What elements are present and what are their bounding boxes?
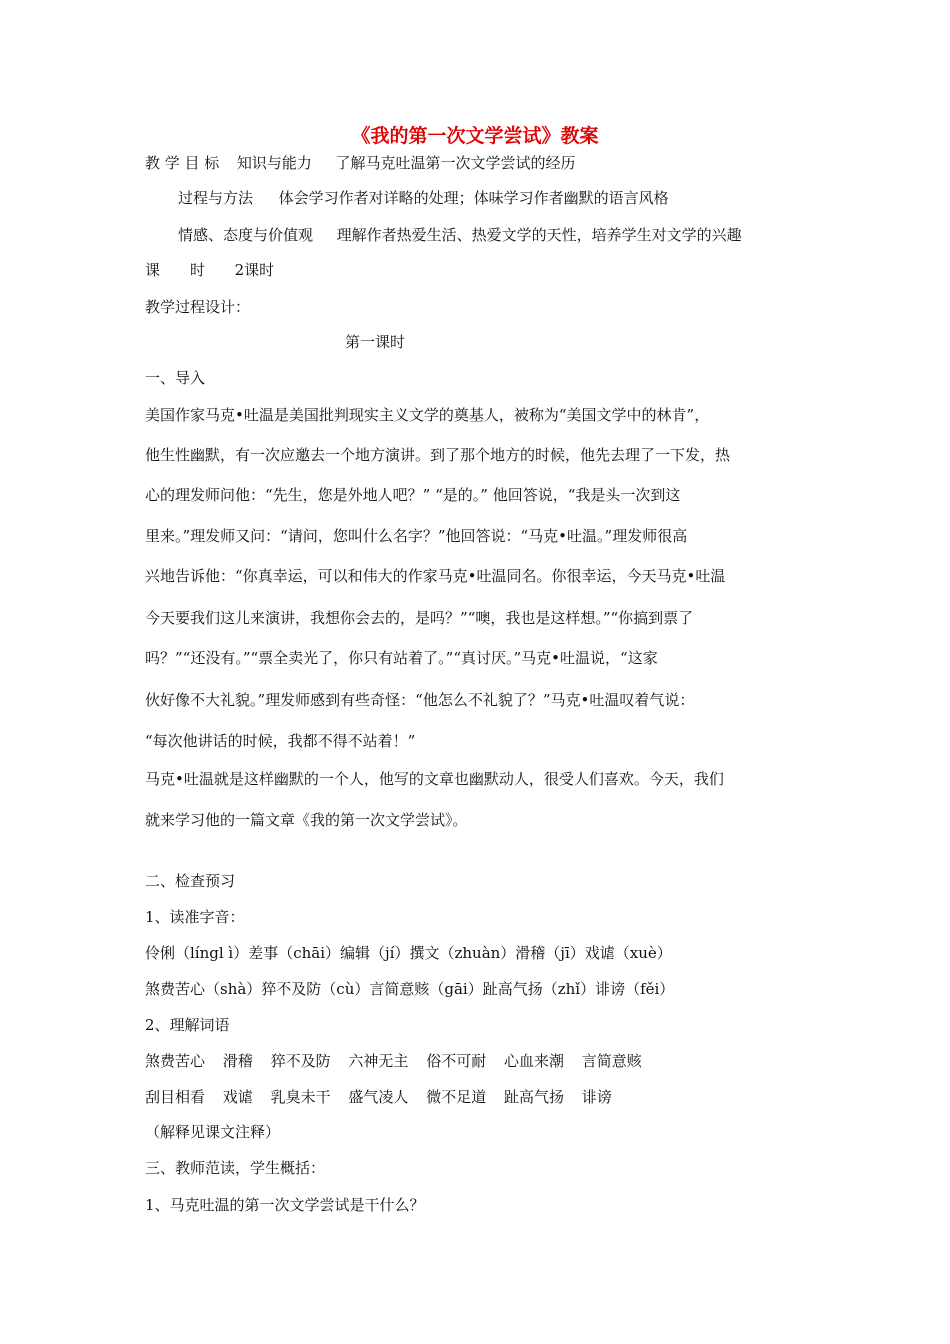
section-heading-reading: 三、教师范读，学生概括： [145, 1159, 326, 1177]
vocabulary-row [145, 1051, 655, 1071]
document-title: 《我的第一次文学尝试》教案 [351, 125, 599, 147]
knowledge-text: 了解马克吐温第一次文学尝试的经历 [335, 154, 576, 172]
vocabulary-word: 刮目相看 [145, 1088, 206, 1106]
pronunciation-line: 伶俐（língl ì）差事（chāi）编辑（jí）撰文（zhuàn）滑稽（jī）戏谑（xuè） [145, 944, 672, 962]
intro-line: 伙好像不大礼貌。”理发师感到有些奇怪：“他怎么不礼貌了？”马克•吐温叹着气说： [145, 691, 695, 709]
intro-line: 他生性幽默，有一次应邀去一个地方演讲。到了那个地方的时候，他先去理了一下发，热 [145, 446, 731, 464]
lesson-heading: 第一课时 [345, 333, 406, 351]
vocabulary-word: 诽谤 [581, 1088, 612, 1106]
question-line: 1、马克吐温的第一次文学尝试是干什么？ [145, 1196, 425, 1214]
vocabulary-word: 煞费苦心 [145, 1052, 206, 1070]
vocabulary-note: （解释见课文注释） [145, 1123, 281, 1141]
vocabulary-word: 乳臭未干 [270, 1088, 331, 1106]
vocabulary-word: 心血来潮 [503, 1052, 564, 1070]
subheading-vocabulary: 2、理解词语 [145, 1016, 230, 1034]
knowledge-label: 知识与能力 [236, 154, 312, 172]
intro-line: 吗？”“还没有。”“票全卖光了，你只有站着了。”“真讨厌。”马克•吐温说，“这家 [145, 649, 658, 667]
objectives-label: 教 学 目 标 [145, 154, 220, 172]
intro-line: 心的理发师问他：“先生，您是外地人吧？” “是的。” 他回答说，“我是头一次到这 [145, 486, 681, 504]
vocabulary-word: 俗不可耐 [426, 1052, 487, 1070]
process-text: 体会学习作者对详略的处理；体味学习作者幽默的语言风格 [278, 189, 669, 207]
hours-row [145, 260, 274, 280]
vocabulary-word: 猝不及防 [270, 1052, 331, 1070]
intro-line: 马克•吐温就是这样幽默的一个人，他写的文章也幽默动人，很受人们喜欢。今天，我们 [145, 770, 724, 788]
subheading-pronunciation: 1、读准字音： [145, 908, 245, 926]
intro-line: 就来学习他的一篇文章《我的第一次文学尝试》。 [145, 811, 468, 829]
vocabulary-word: 言简意赅 [581, 1052, 642, 1070]
vocabulary-word: 戏谑 [222, 1088, 253, 1106]
intro-line: “每次他讲话的时候，我都不得不站着！” [145, 732, 416, 750]
emotion-text: 理解作者热爱生活、热爱文学的天性，培养学生对文学的兴趣 [336, 226, 742, 244]
vocabulary-word: 趾高气扬 [503, 1088, 564, 1106]
vocabulary-row [145, 1087, 625, 1107]
vocabulary-word: 滑稽 [222, 1052, 253, 1070]
emotion-row [178, 225, 742, 245]
intro-line: 美国作家马克•吐温是美国批判现实主义文学的奠基人，被称为“美国文学中的林肯”， [145, 406, 710, 424]
objectives-row [145, 153, 575, 173]
section-heading-intro: 一、导入 [145, 369, 206, 387]
hours-value: 2课时 [234, 261, 275, 279]
intro-line: 今天要我们这儿来演讲，我想你会去的，是吗？”“噢，我也是这样想。”“你搞到票了 [145, 609, 694, 627]
process-method-row [178, 188, 669, 208]
process-design-label: 教学过程设计： [145, 298, 251, 316]
section-heading-preview: 二、检查预习 [145, 872, 236, 890]
pronunciation-line: 煞费苦心（shà）猝不及防（cù）言简意赅（gāi）趾高气扬（zhǐ）诽谤（fěi） [145, 980, 675, 998]
hours-label: 课 时 [145, 261, 206, 279]
process-label: 过程与方法 [178, 189, 254, 207]
intro-line: 里来。”理发师又问：“请问，您叫什么名字？”他回答说：“马克•吐温。”理发师很高 [145, 527, 688, 545]
vocabulary-word: 六神无主 [348, 1052, 409, 1070]
emotion-label: 情感、态度与价值观 [178, 226, 314, 244]
vocabulary-word: 盛气凌人 [348, 1088, 409, 1106]
intro-line: 兴地告诉他：“你真幸运，可以和伟大的作家马克•吐温同名。你很幸运，今天马克•吐温 [145, 567, 726, 585]
vocabulary-word: 微不足道 [426, 1088, 487, 1106]
